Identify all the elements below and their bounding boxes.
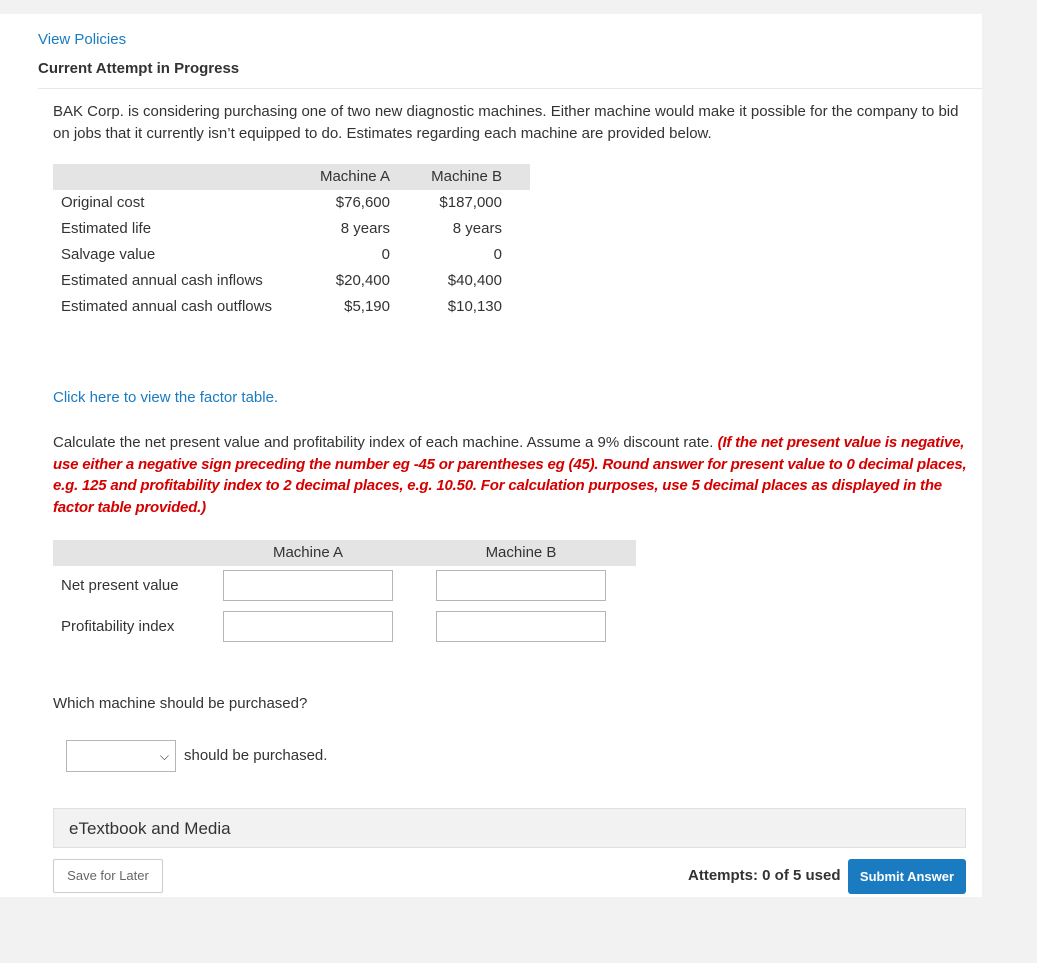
etextbook-media-label: eTextbook and Media (69, 819, 231, 838)
chevron-down-icon: ⌵ (159, 749, 169, 763)
answer-col-machine-a: Machine A (272, 544, 344, 561)
attempts-counter: Attempts: 0 of 5 used (688, 867, 841, 884)
view-policies-link[interactable]: View Policies (38, 31, 127, 48)
factor-table-link[interactable]: Click here to view the factor table. (53, 389, 279, 406)
cash-outflows-b: $10,130 (447, 298, 502, 315)
estimated-life-a: 8 years (340, 220, 390, 237)
save-for-later-button[interactable]: Save for Later (53, 859, 163, 893)
purchase-question: Which machine should be purchased? (53, 695, 308, 712)
salvage-value-b: 0 (493, 246, 502, 263)
submit-answer-button[interactable]: Submit Answer (848, 859, 966, 894)
etextbook-media-bar[interactable] (53, 808, 966, 848)
row-label-original-cost: Original cost (61, 194, 145, 211)
cash-outflows-a: $5,190 (344, 298, 390, 315)
row-label-cash-outflows: Estimated annual cash outflows (61, 298, 272, 315)
instructions-text: Calculate the net present value and profitability index of each machine. Assume a 9% discount rate. (53, 434, 714, 451)
row-label-cash-inflows: Estimated annual cash inflows (61, 272, 263, 289)
estimates-col-machine-b: Machine B (431, 168, 502, 185)
original-cost-a: $76,600 (335, 194, 390, 211)
cash-inflows-a: $20,400 (335, 272, 390, 289)
npv-machine-b-input[interactable] (436, 570, 606, 601)
row-label-net-present-value: Net present value (61, 577, 179, 594)
row-label-salvage-value: Salvage value (61, 246, 156, 263)
question-card (0, 14, 982, 897)
attempt-heading: Current Attempt in Progress (38, 60, 240, 77)
salvage-value-a: 0 (381, 246, 390, 263)
row-label-estimated-life: Estimated life (61, 220, 152, 237)
original-cost-b: $187,000 (439, 194, 502, 211)
row-label-profitability-index: Profitability index (61, 618, 175, 635)
pi-machine-b-input[interactable] (436, 611, 606, 642)
estimates-col-machine-a: Machine A (319, 168, 390, 185)
instructions (53, 432, 968, 518)
instructions-rounding-note: (If the net present value is negative, use either a negative sign preceding the number eg -45 or parentheses eg (45). Round answer for present value to 0 decimal places, e.g. 125 and profitability index to 2 decimal places, e.g. 10.50. For calculation purposes, use 5 decimal places as displayed in the factor table provided.) (53, 434, 967, 516)
purchase-suffix: should be purchased. (184, 747, 328, 764)
cash-inflows-b: $40,400 (447, 272, 502, 289)
machine-select[interactable] (66, 740, 176, 772)
npv-machine-a-input[interactable] (223, 570, 393, 601)
answer-col-machine-b: Machine B (485, 544, 557, 561)
divider (38, 88, 982, 89)
estimated-life-b: 8 years (452, 220, 502, 237)
question-intro: BAK Corp. is considering purchasing one of two new diagnostic machines. Either machine would make it possible for the company to bid on jobs that it currently isn’t equipped to do. Estimates regarding each machine are provided below. (53, 103, 959, 142)
pi-machine-a-input[interactable] (223, 611, 393, 642)
